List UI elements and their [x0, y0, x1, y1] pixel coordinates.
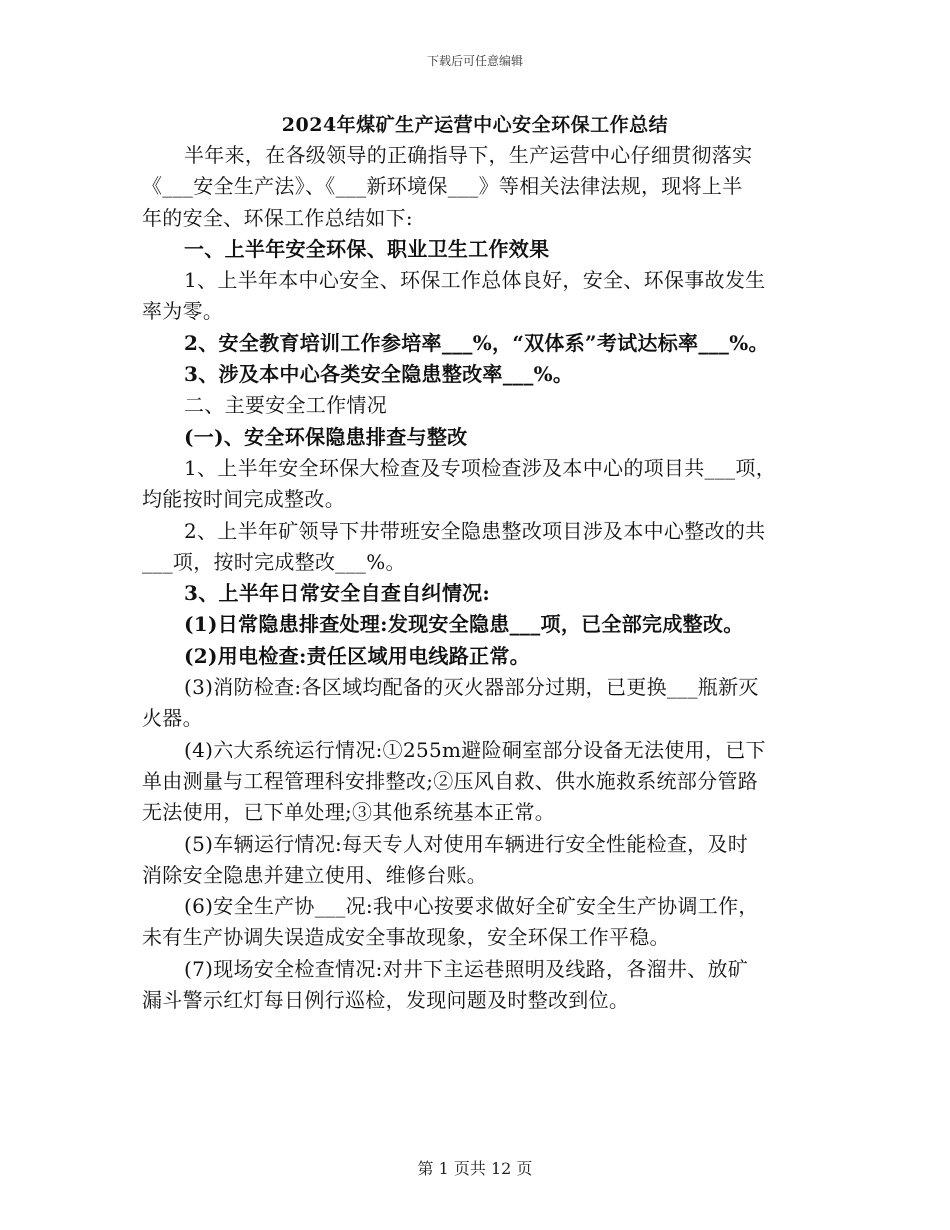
- text-line: (一)、安全环保隐患排查与整改: [184, 424, 468, 449]
- header-note: 下载后可任意编辑: [426, 54, 523, 68]
- text-line: (2)用电检查:责任区域用电线路正常。: [184, 643, 530, 668]
- text-line: 2、上半年矿领导下井带班安全隐患整改项目涉及本中心整改的共: [184, 518, 766, 543]
- text-line: (3)消防检查:各区域均配备的灭火器部分过期，已更换___瓶新灭: [184, 675, 759, 700]
- text-line: (5)车辆运行情况:每天专人对使用车辆进行安全性能检查，及时: [184, 831, 749, 856]
- text-line: 单由测量与工程管理科安排整改;②压风自救、供水施救系统部分管路: [142, 768, 759, 793]
- page-footer: 第 1 页共 12 页: [417, 1159, 533, 1178]
- text-line: (1)日常隐患排查处理:发现安全隐患___项，已全部完成整改。: [184, 612, 744, 637]
- text-line: (7)现场安全检查情况:对井下主运巷照明及线路，各溜井、放矿: [184, 956, 749, 981]
- text-line: 一、上半年安全环保、职业卫生工作效果: [184, 236, 550, 261]
- text-line: (4)六大系统运行情况:①255m避险硐室部分设备无法使用，已下: [184, 737, 766, 762]
- text-line: 1、上半年本中心安全、环保工作总体良好，安全、环保事故发生: [184, 268, 766, 293]
- text-line: 率为零。: [142, 299, 224, 324]
- text-line: 无法使用，已下单处理;③其他系统基本正常。: [142, 800, 556, 825]
- document-title: 2024年煤矿生产运营中心安全环保工作总结: [281, 114, 669, 136]
- text-line: 3、上半年日常安全自查自纠情况:: [184, 581, 491, 606]
- text-line: 3、涉及本中心各类安全隐患整改率___%。: [184, 362, 574, 387]
- text-line: 未有生产协调失误造成安全事故现象，安全环保工作平稳。: [142, 925, 670, 950]
- text-line: 火器。: [142, 706, 203, 731]
- text-line: 年的安全、环保工作总结如下:: [142, 205, 413, 230]
- text-line: 消除安全隐患并建立使用、维修台账。: [142, 862, 488, 887]
- text-line: 半年来，在各级领导的正确指导下，生产运营中心仔细贯彻落实: [184, 143, 753, 167]
- text-line: 漏斗警示红灯每日例行巡检，发现问题及时整改到位。: [142, 988, 630, 1013]
- document-body: [142, 140, 810, 1016]
- text-line: 《___安全生产法》、《___新环境保___》等相关法律法规，现将上半: [142, 174, 743, 199]
- text-line: ___项，按时完成整改___%。: [142, 549, 406, 574]
- text-line: 1、上半年安全环保大检查及专项检查涉及本中心的项目共___项，: [184, 455, 777, 480]
- text-line: 二、主要安全工作情况: [184, 393, 387, 418]
- text-line: 2、安全教育培训工作参培率___%，“双体系”考试达标率___%。: [184, 330, 769, 355]
- text-line: 均能按时间完成整改。: [142, 487, 345, 512]
- text-line: (6)安全生产协___况:我中心按要求做好全矿安全生产协调工作，: [184, 894, 759, 919]
